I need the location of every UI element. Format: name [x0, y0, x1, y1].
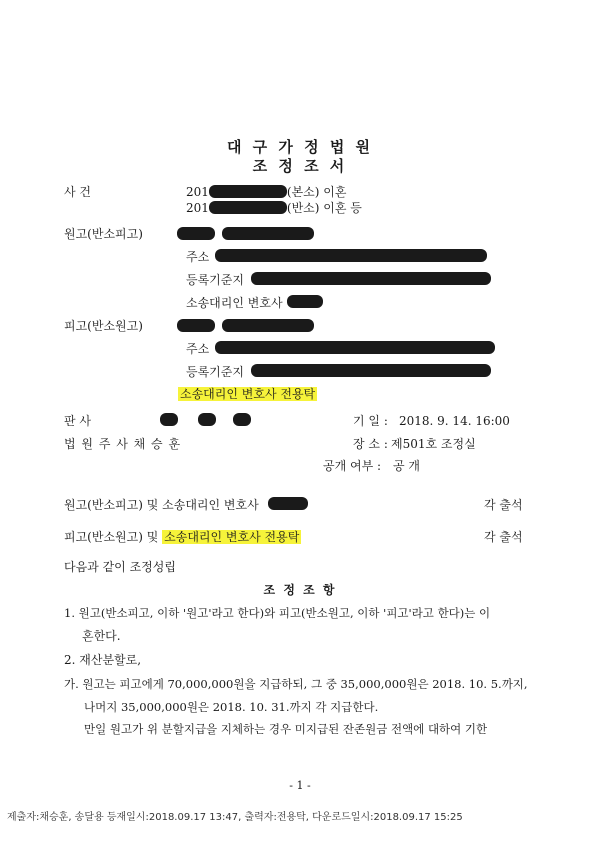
- redaction-block: [251, 364, 491, 377]
- redaction-block: [198, 413, 216, 426]
- date-label: 기 일 :: [353, 414, 388, 428]
- item-1-line-1: 1. 원고(반소피고, 이하 '원고'라고 한다)와 피고(반소원고, 이하 '피고'라고 한다)는 이: [64, 606, 491, 620]
- case-line-1-suffix: 본소) 이혼: [291, 185, 347, 199]
- case-label: 사 건: [64, 185, 91, 199]
- section-title: 조 정 조 항: [263, 583, 337, 597]
- clerk-label: 법 원 주 사 채 승 훈: [64, 437, 182, 451]
- public-label: 공개 여부 :: [323, 459, 382, 473]
- attendance-plaintiff: 원고(반소피고) 및 소송대리인 변호사: [64, 498, 259, 512]
- redaction-block: [268, 497, 308, 510]
- item-2: 2. 재산분할로,: [64, 653, 142, 667]
- case-line-1-prefix: 201: [186, 185, 209, 199]
- plaintiff-address-label: 주소: [186, 250, 210, 264]
- place-value: 제501호 조정실: [391, 437, 476, 451]
- attendance-defendant-prefix: 피고(반소원고) 및: [64, 530, 163, 544]
- attendance-plaintiff-status: 각 출석: [484, 498, 523, 512]
- item-ga-line-1: 가. 원고는 피고에게 70,000,000원을 지급하되, 그 중 35,000,000원은 2018. 10. 5.까지,: [64, 677, 528, 691]
- place-label: 장 소 :: [353, 437, 388, 451]
- date-value: 2018. 9. 14. 16:00: [399, 414, 510, 428]
- redaction-block: [251, 272, 491, 285]
- case-line-2-suffix: 반소) 이혼 등: [291, 201, 362, 215]
- attendance-defendant-attorney: 소송대리인 변호사 전용탁: [164, 530, 300, 544]
- page-number: - 1 -: [289, 779, 311, 792]
- redaction-block: [233, 413, 251, 426]
- case-line-2-prefix: 201: [186, 201, 209, 215]
- redaction-block: [209, 201, 287, 214]
- judge-label: 판 사: [64, 414, 91, 428]
- item-1-line-2: 혼한다.: [82, 629, 121, 643]
- item-ga-line-3: 만일 원고가 위 분할지급을 지체하는 경우 미지급된 잔존원금 전액에 대하여 기한: [84, 722, 488, 736]
- redaction-block: [177, 227, 215, 240]
- redaction-block: [215, 249, 487, 262]
- plaintiff-registry-label: 등록기준지: [186, 273, 244, 287]
- redaction-block: [209, 185, 287, 198]
- redaction-block: [222, 319, 314, 332]
- case-line-1: 201 (본소) 이혼: [186, 185, 347, 199]
- redaction-block: [287, 295, 323, 308]
- defendant-attorney: 소송대리인 변호사 전용탁: [180, 387, 316, 401]
- redaction-block: [177, 319, 215, 332]
- plaintiff-label: 원고(반소피고): [64, 227, 143, 241]
- intro-text: 다음과 같이 조정성립: [64, 560, 176, 574]
- redaction-block: [215, 341, 495, 354]
- attendance-defendant-status: 각 출석: [484, 530, 523, 544]
- redaction-block: [222, 227, 314, 240]
- attendance-defendant: [64, 530, 301, 544]
- public-value: 공 개: [393, 459, 420, 473]
- print-footer: 제출자:채승훈, 송달용 등재일시:2018.09.17 13:47, 출력자:전용탁, 다운로드일시:2018.09.17 15:25: [7, 812, 463, 823]
- item-ga-line-2: 나머지 35,000,000원은 2018. 10. 31.까지 각 지급한다.: [84, 700, 379, 714]
- case-line-2: 201 (반소) 이혼 등: [186, 201, 362, 215]
- plaintiff-attorney-label: 소송대리인 변호사: [186, 296, 283, 310]
- redaction-block: [160, 413, 178, 426]
- defendant-label: 피고(반소원고): [64, 319, 143, 333]
- defendant-address-label: 주소: [186, 342, 210, 356]
- court-name: 대 구 가 정 법 원: [226, 138, 374, 156]
- document-title: 조 정 조 서: [252, 157, 348, 175]
- defendant-registry-label: 등록기준지: [186, 365, 244, 379]
